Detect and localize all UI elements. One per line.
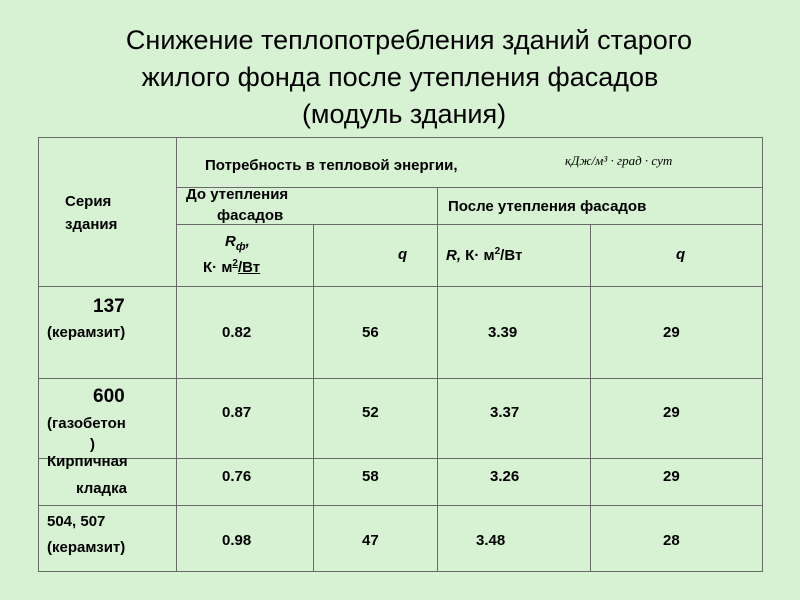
row2-series-line2: (газобетон <box>47 415 126 432</box>
header-before-line1: До утепления <box>186 186 289 203</box>
table-col-line-3 <box>437 187 438 572</box>
header-series-line2: здания <box>65 216 118 233</box>
table-border-right <box>762 137 763 572</box>
r-before-comma: , <box>245 233 250 250</box>
r-before-unit-suffix: /Вт <box>237 259 261 276</box>
row1-q-before: 56 <box>362 324 379 341</box>
table-border-bottom <box>38 571 762 572</box>
r-before-subscript: ф <box>235 241 246 253</box>
r-before-unit-base: К· м <box>203 259 233 276</box>
table-border-top <box>38 137 762 138</box>
table-col-line-2 <box>313 224 314 572</box>
header-after: После утепления фасадов <box>448 198 647 215</box>
title-line-1: Снижение теплопотребления зданий старого <box>125 25 693 55</box>
row1-r-after: 3.39 <box>488 324 518 341</box>
row3-q-after: 29 <box>663 468 680 485</box>
row4-q-after: 28 <box>663 532 680 549</box>
r-after-unit-suffix: /Вт <box>500 247 523 264</box>
title-line-3: (модуль здания) <box>301 99 507 129</box>
header-r-before <box>225 233 250 253</box>
header-r-before-unit <box>203 258 260 276</box>
row2-q-before: 52 <box>362 404 379 421</box>
row2-q-after: 29 <box>663 404 680 421</box>
header-r-after <box>446 246 522 264</box>
header-heat-need-unit: кДж/м³ · град · сут <box>565 153 673 168</box>
row3-series-line2: кладка <box>76 480 127 497</box>
row4-series-line2: (керамзит) <box>47 539 126 556</box>
header-before-line2: фасадов <box>217 207 284 224</box>
row4-r-after: 3.48 <box>476 532 506 549</box>
title-line-2: жилого фонда после утепления фасадов <box>141 62 659 92</box>
table-border-left <box>38 137 39 572</box>
table-line-header-2 <box>176 224 762 225</box>
table-line-row-3 <box>38 505 762 506</box>
table-line-header-end <box>38 286 762 287</box>
row3-r-after: 3.26 <box>490 468 520 485</box>
r-before-symbol: R <box>225 233 236 250</box>
header-series-line1: Серия <box>65 193 112 210</box>
table-line-row-2 <box>38 458 762 459</box>
row4-r-before: 0.98 <box>222 532 252 549</box>
row2-r-before: 0.87 <box>222 404 252 421</box>
table-line-row-1 <box>38 378 762 379</box>
row2-series-line3: ) <box>90 436 95 453</box>
r-after-unit-base: К· м <box>465 247 495 264</box>
r-after-unit-exponent: 2 <box>494 246 501 257</box>
row1-series-line1: 137 <box>93 296 125 317</box>
row3-series-line1: Кирпичная <box>47 453 128 470</box>
table-col-line-1 <box>176 137 177 572</box>
row1-series-line2: (керамзит) <box>47 324 126 341</box>
r-before-unit-exponent: 2 <box>232 258 238 269</box>
r-after-symbol: R, <box>446 247 461 264</box>
header-heat-need: Потребность в тепловой энергии, <box>205 157 458 174</box>
row1-q-after: 29 <box>663 324 680 341</box>
table-col-line-4 <box>590 224 591 572</box>
row3-q-before: 58 <box>362 468 379 485</box>
header-q-before: q <box>398 246 408 263</box>
row1-r-before: 0.82 <box>222 324 252 341</box>
row4-series-line1: 504, 507 <box>47 513 106 530</box>
row2-r-after: 3.37 <box>490 404 520 421</box>
row2-series-line1: 600 <box>93 386 125 407</box>
row4-q-before: 47 <box>362 532 379 549</box>
header-q-after: q <box>676 246 686 263</box>
row3-r-before: 0.76 <box>222 468 252 485</box>
